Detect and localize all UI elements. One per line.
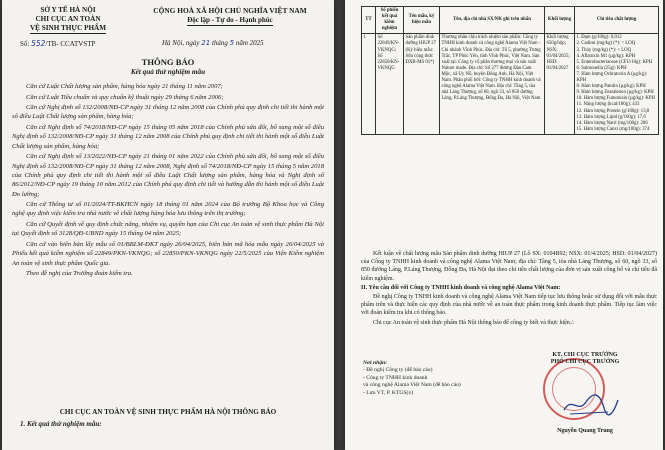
legal-paragraph: Căn cứ Nghị định số 74/2018/NĐ-CP ngày 15 tháng 05 năm 2018 của Chính phủ sửa đổi, bổ sung một số điều Nghị định số 132/2008/NĐ-CP ngày 31 tháng 12 năm 2008 của Chính phủ quy định chi tiết thi hành một số điều Luật Chất lượng sản phẩm, hàng hóa; bbox=[12, 123, 324, 150]
manufacturer-info: Thương nhân chịu trách nhiệm sản phẩm: Công ty TNHH kinh doanh và công nghệ Alama Việt Nam - Chi nhánh Vĩnh Phúc. Địa chỉ: Tổ 5, phường Trưng Trắc, TP Phúc Yên, tỉnh Vĩnh Phúc, Việt Nam. Sản xuất tại: Công ty cổ phần thương mại và sản xuất Nature made. Địa chỉ: Số 277 đường Đào Cam Mộc, xã Uy Nỗ, huyện Đông Anh, Hà Nội, Việt Nam. Phân phối bởi: Công ty TNHH kinh doanh và công nghệ Alama Việt Nam. Địa chỉ: Tầng 5, tòa nhà Láng Thượng, số 60, ngõ 33, số 850 đường Láng, P.Láng Thượng, Đống Đa, Hà Nội, Việt Nam bbox=[440, 34, 545, 135]
recipient-item: - Lưu VT, P. KTGS(x) bbox=[363, 389, 414, 396]
table-row bbox=[362, 34, 659, 135]
indicator-item: 7. Hàm lượng Ochratoxin A (µg/kg): KPH bbox=[576, 71, 648, 84]
table-header-row bbox=[362, 7, 659, 34]
col-header: Chỉ tiêu chất lượng bbox=[575, 7, 659, 34]
legal-basis-body bbox=[12, 82, 324, 280]
recipient-item: và công nghệ Alama Việt Nam (để báo cáo) bbox=[363, 382, 461, 389]
conclusion-text: Kết luận về chất lượng mẫu Sản phẩm dinh dưỡng HIUP 27 (Lô SX: 0104B92; NSX: 01/4/2025; HSD: 01/04/2027) của Công ty TNHH kinh doanh và công nghệ Alama Việt Nam; địa chỉ: Tầng 5, tòa nhà Láng Thượng, số 60, ngõ 33, số 850 đường Láng, P.Láng Thượng, Đống Đa, Hà Nội đạt theo chỉ tiêu chất lượng của đơn vị sản xuất công bố và chỉ tiêu đã kiểm nghiệm. bbox=[361, 251, 657, 282]
indicator-item: 11. Năng lượng (kcal/100g): 433 bbox=[576, 102, 640, 108]
handwritten-signature bbox=[560, 390, 620, 420]
indicator-item: 3. Thủy (mg/kg) (*): < LOQ bbox=[576, 47, 632, 53]
date-month: 5 bbox=[229, 39, 235, 47]
issuer-line-3: VỆ SINH THỰC PHẨM bbox=[29, 24, 107, 32]
date-year: năm 2025 bbox=[235, 39, 264, 47]
legal-paragraph: Căn cứ Luật Chất lượng sản phẩm, hàng hóa ngày 21 tháng 11 năm 2007; bbox=[26, 83, 223, 90]
legal-paragraph: Căn cứ Thông tư số 01/2024/TT-BKHCN ngày 18 tháng 01 năm 2024 của Bộ trưởng Bộ Khoa học và Công nghệ quy định việc kiểm tra nhà nước về chất lượng hàng hóa lưu thông trên thị trường; bbox=[12, 201, 324, 218]
recipients-label: Nơi nhận: bbox=[363, 360, 387, 366]
motto-line-1: CỘNG HOÀ XÃ HỘI CHỦ NGHĨA VIỆT NAM bbox=[153, 6, 307, 15]
notice-title-block bbox=[2, 57, 334, 77]
indicator-item: 2. Cadimi (mg/kg) (*): < LOQ bbox=[576, 41, 636, 47]
doc-number-value: 552 bbox=[31, 39, 46, 48]
issuer-line-2: CHI CỤC AN TOÀN bbox=[35, 15, 101, 23]
indicator-item: 6. Salmonella (25g): KPH bbox=[576, 65, 627, 71]
indicator-item: 15. Hàm lượng Canxi (mg/100g): 374 bbox=[576, 126, 650, 132]
sample-weight: Khối lượng 650g/hộp; NSX: 01/04/2025; HSD: 01/04/2027 bbox=[545, 34, 575, 135]
indicator-item: 14. Hàm lượng Natri (mg/100g): 206 bbox=[576, 120, 648, 126]
date-prefix: Hà Nội, ngày bbox=[162, 39, 200, 47]
col-header: Số phiếu kết quả kiểm nghiệm bbox=[376, 7, 404, 34]
document-date bbox=[162, 39, 264, 47]
motto-line-2: Độc lập - Tự do - Hạnh phúc bbox=[187, 16, 273, 24]
recipients-list bbox=[363, 360, 461, 397]
date-month-label: tháng bbox=[211, 39, 228, 47]
conclusion-section bbox=[361, 250, 657, 328]
col-header: TT bbox=[362, 7, 376, 34]
request-title: II. Yêu cầu đối với Công ty TNHH kinh doanh và công nghệ Alama Việt Nam: bbox=[361, 284, 561, 291]
indicator-item: 8. Hàm lượng Patulin (µg/kg): KPH bbox=[576, 84, 646, 90]
closing-text: Chi cục An toàn vệ sinh thực phẩm Hà Nội thông báo để công ty biết và thực hiện./. bbox=[373, 319, 575, 326]
indicator-item: 13. Hàm lượng Lipid (g/100g): 17,6 bbox=[576, 114, 646, 120]
indicator-item: 1. Đạm (g/100g): 0,012 bbox=[576, 35, 622, 41]
legal-paragraph: Căn cứ Nghị định số 132/2008/NĐ-CP ngày 31 tháng 12 năm 2008 của Chính phủ quy định chi tiết thi hành một số điều Luật Chất lượng sản phẩm, hàng hóa; bbox=[12, 104, 324, 121]
issuer-header bbox=[8, 6, 128, 34]
indicator-item: 12. Hàm lượng Protein (g/100g): 13,8 bbox=[576, 108, 650, 114]
legal-paragraph: Căn cứ vào biên bản lấy mẫu số 01/BBLM-ĐKT ngày 26/04/2025, biên bản mã hóa mẫu ngày 26/04/2025 và Phiếu kết quả kiểm nghiệm số 22849/PKN-VKNQG; số 22850/PKN-VKNQG ngày 22/5/2025 của Viện Kiểm nghiệm An toàn vệ sinh thực phẩm Quốc gia. bbox=[12, 240, 324, 267]
legal-paragraph: Theo đề nghị của Trưởng đoàn kiểm tra. bbox=[26, 270, 133, 278]
col-header: Khối lượng bbox=[545, 7, 575, 34]
sign-title-line-2: PHÓ CHI CỤC TRƯỞNG bbox=[550, 359, 620, 366]
results-heading: 1. Kết quả thử nghiệm mẫu: bbox=[20, 420, 102, 428]
document-number bbox=[20, 39, 95, 48]
sign-title-line-1: KT. CHI CỤC TRƯỞNG bbox=[552, 352, 618, 358]
document-page-1 bbox=[2, 0, 334, 450]
doc-number-suffix: /TB- CCATVSTP bbox=[45, 40, 96, 48]
national-motto bbox=[130, 6, 330, 26]
signer-name: Nguyễn Quang Trung bbox=[557, 428, 613, 434]
indicator-item: 4. Aflatoxin M1 (µg/kg): KPH bbox=[576, 53, 636, 59]
indicator-item: 10. Hàm lượng Fumonisin (µg/kg): KPH bbox=[576, 96, 656, 102]
sample-name: Sản phẩm dinh dưỡng HIUP 27 (Ký hiệu mẫu: Sữa công thức DXB-MS 01*) bbox=[404, 34, 440, 135]
results-table bbox=[361, 6, 659, 135]
col-header: Tên, địa chỉ nhà SX/NK ghi trên nhãn bbox=[440, 7, 545, 34]
org-announcement: CHI CỤC AN TOÀN VỆ SINH THỰC PHẨM HÀ NỘI THÔNG BÁO bbox=[59, 408, 277, 416]
indicator-item: 9. Hàm lượng Zearalenon (µg/kg): KPH bbox=[576, 90, 654, 96]
indicator-item: 5. Enterobacteriaceae (CFU/10g): KPH bbox=[576, 59, 653, 65]
report-number: Số 22849/KN-VKNQG; Số 22850/KN-VKNQG bbox=[376, 34, 404, 135]
notice-subtitle: Kết quả thử nghiệm mẫu bbox=[130, 68, 206, 76]
recipient-item: - Công ty TNHH kinh doanh bbox=[363, 374, 428, 381]
document-page-2 bbox=[345, 0, 663, 450]
notice-title: THÔNG BÁO bbox=[141, 57, 195, 67]
legal-paragraph: Căn cứ Quyết định về quy định chức năng, nhiệm vụ, quyền hạn của Chi cục An toàn vệ sinh thực phẩm Hà Nội tại Quyết định số 3128/QĐ-UBND ngày 15 tháng 04 năm 2025; bbox=[12, 220, 324, 238]
legal-paragraph: Căn cứ Nghị định số 13/2022/NĐ-CP ngày 21 tháng 01 năm 2022 của Chính phủ sửa đổi, bổ sung một số điều Nghị định số 132/2008/NĐ-CP ngày 31 tháng 12 năm 2008, Nghị định số 74/2018/NĐ-CP ngày 15 tháng 5 năm 2018 của Chính phủ quy định chi tiết thi hành một số điều Luật Chất lượng sản phẩm, hàng hóa và Nghị định số 86/2012/NĐ-CP ngày 19 tháng 10 năm 2012 của Chính phủ quy định chi tiết và hướng dẫn thi hành một số điều Luật Đo lường; bbox=[12, 153, 324, 198]
legal-paragraph: Căn cứ Luật Tiêu chuẩn và quy chuẩn kỹ thuật ngày 29 tháng 6 năm 2006; bbox=[26, 93, 224, 101]
date-day: 21 bbox=[201, 39, 211, 47]
doc-number-prefix: Số: bbox=[20, 40, 30, 48]
quality-indicators bbox=[575, 34, 659, 135]
issuer-line-1: SỞ Y TẾ HÀ NỘI bbox=[40, 6, 96, 14]
row-index: 1 bbox=[362, 34, 376, 135]
request-body: Đề nghị Công ty TNHH kinh doanh và công nghệ Alama Việt Nam tiếp tục lưu thông hoặc sử dụng đối với mẫu thực phẩm trên và thực hiện các quy định của nhà nước về an toàn thực phẩm trong kinh doanh thực phẩm. Tiếp tục làm việc với đoàn kiểm tra khi có thông báo. bbox=[361, 294, 657, 317]
col-header: Tên mẫu, ký hiệu mẫu bbox=[404, 7, 440, 34]
signature-title bbox=[520, 352, 650, 367]
recipient-item: - Đề nghị Công ty (để báo cáo) bbox=[363, 367, 433, 374]
